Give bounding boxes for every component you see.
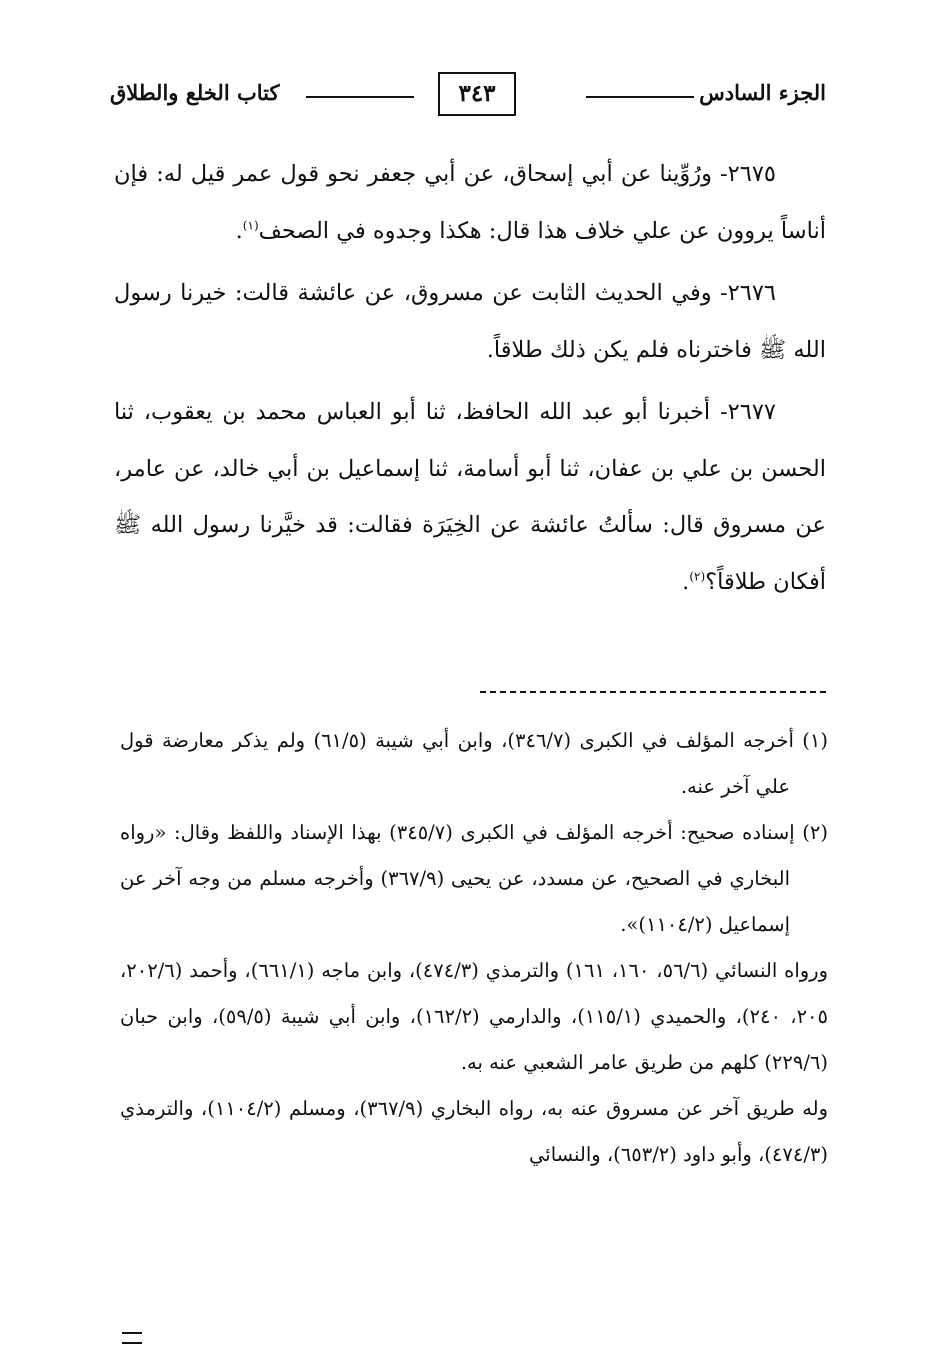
paragraph-text: ٢٦٧٥- ورُوِّينا عن أبي إسحاق، عن أبي جعفر نحو قول عمر قيل له: فإن أناساً يروون عن علي خلاف هذا قال: هكذا وجدوه في الصحف <box>114 161 826 244</box>
footnote-separator <box>480 691 826 693</box>
footnote-1: (١) أخرجه المؤلف في الكبرى (٣٤٦/٧)، وابن أبي شيبة (٦١/٥) ولم يذكر معارضة قول علي آخر عنه. <box>120 729 829 798</box>
paragraph-text: ٢٦٧٧- أخبرنا أبو عبد الله الحافظ، ثنا أبو العباس محمد بن يعقوب، ثنا الحسن بن علي بن عفان، ثنا أبو أسامة، ثنا إسماعيل بن أبي خالد، عن عامر، عن مسروق قال: سألتُ عائشة عن الخِيَرَة فقالت: قد خيَّرنا رسول الله ﷺ أفكان طلاقاً؟ <box>114 399 826 595</box>
part-title: الجزء السادس <box>699 80 826 105</box>
hadith-2675 <box>114 146 826 259</box>
footnote-ref-2: (٢) <box>689 569 706 583</box>
book-title: كتاب الخلع والطلاق <box>110 80 280 105</box>
continuation-mark <box>122 1332 142 1344</box>
footnote-2-continued: ورواه النسائي (٥٦/٦، ١٦٠، ١٦١) والترمذي (٤٧٤/٣)، وابن ماجه (٦٦١/١)، وأحمد (٢٠٢/٦، ٢٠٥، ٢٤٠)، والحميدي (١١٥/١)، والدارمي (١٦٢/٢)، وابن أبي شيبة (٥٩/٥)، وابن حبان (٢٢٩/٦) كلهم من طريق عامر الشعبي عنه به. <box>120 959 828 1074</box>
header-rule-left <box>306 96 414 98</box>
page-number: ٣٤٣ <box>438 72 516 116</box>
footnote-ref-1: (١) <box>242 218 259 232</box>
hadith-2677 <box>114 384 826 610</box>
header-rule-right <box>586 96 694 98</box>
paragraph-end: . <box>235 217 243 244</box>
footnote-2: (٢) إسناده صحيح: أخرجه المؤلف في الكبرى (٣٤٥/٧) بهذا الإسناد واللفظ وقال: «رواه البخاري في الصحيح، عن مسدد، عن يحيى (٣٦٧/٩) وأخرجه مسلم من وجه آخر عن إسماعيل (١١٠٤/٢)». <box>120 821 828 936</box>
main-text <box>114 146 826 616</box>
page-header <box>110 62 826 122</box>
footnote-2-continued-2: وله طريق آخر عن مسروق عنه به، رواه البخاري (٣٦٧/٩)، ومسلم (١١٠٤/٢)، والترمذي (٤٧٤/٣)، وأبو داود (٦٥٣/٢)، والنسائي <box>120 1097 829 1166</box>
hadith-2676: ٢٦٧٦- وفي الحديث الثابت عن مسروق، عن عائشة قالت: خيرنا رسول الله ﷺ فاخترناه فلم يكن ذلك طلاقاً. <box>114 280 826 363</box>
paragraph-end: . <box>682 568 690 595</box>
footnotes <box>120 718 828 1178</box>
